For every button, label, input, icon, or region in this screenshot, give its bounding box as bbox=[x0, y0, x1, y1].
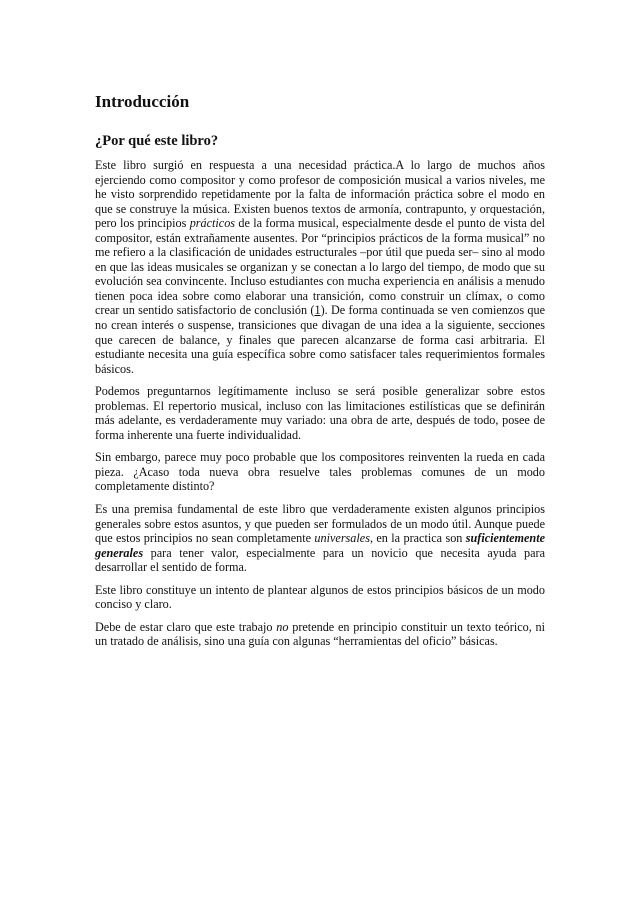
emphasis-universales: universales bbox=[314, 531, 370, 546]
paragraph-4-text-c: para tener valor, especialmente para un novicio que necesita ayuda para desarrollar el sentido de forma. bbox=[95, 545, 545, 575]
paragraph-4-text-b: , en la practica son bbox=[369, 531, 466, 546]
paragraph-1-text-b: de la forma musical, especialmente desde el punto de vista del compositor, están extrañamente ausentes. Por “principios prácticos de la forma musical” no me refiero a la clasificación de unidades estructurales –por útil que pueda ser– sino al modo en que las ideas musicales se organizan y se conectan a lo largo del tiempo, de modo que su evolución sea convincente. Incluso estudiantes con mucha experiencia en análisis a menudo tienen poca idea sobre como elaborar una transición, como construir un clímax, o como crear un sentido satisfactorio de conclusión ( bbox=[95, 216, 545, 318]
paragraph-6 bbox=[95, 620, 545, 649]
section-heading: ¿Por qué este libro? bbox=[95, 133, 219, 149]
paragraph-3: Sin embargo, parece muy poco probable que los compositores reinventen la rueda en cada pieza. ¿Acaso toda nueva obra resuelve tales problemas comunes de un modo completamente distinto? bbox=[95, 450, 545, 494]
emphasis-no: no bbox=[276, 619, 289, 634]
paragraph-6-text-a: Debe de estar claro que este trabajo bbox=[95, 619, 277, 634]
paragraph-1 bbox=[95, 158, 545, 376]
footnote-link[interactable]: 1 bbox=[314, 303, 321, 318]
paragraph-4 bbox=[95, 502, 545, 575]
paragraph-2: Podemos preguntarnos legítimamente incluso se será posible generalizar sobre estos problemas. El repertorio musical, incluso con las limitaciones estilísticas que se definirán más adelante, es verdaderamente muy variado: una obra de arte, después de todo, posee de forma inherente una fuerte individualidad. bbox=[95, 384, 545, 442]
document-page bbox=[95, 92, 545, 657]
paragraph-5: Este libro constituye un intento de plantear algunos de estos principios básicos de un modo conciso y claro. bbox=[95, 582, 545, 612]
page-title: Introducción bbox=[95, 92, 190, 111]
paragraph-1-text-c: ). De forma continuada se ven comienzos que no crean interés o suspense, transiciones que divagan de una idea a la siguiente, secciones que carecen de balance, y finales que parecen alcanzarse de forma casi arbitraria. El estudiante necesita una guía específica sobre como satisfacer tales requerimientos formales básicos. bbox=[95, 303, 545, 376]
paragraph-4-text-a: Es una premisa fundamental de este libro que verdaderamente existen algunos principios generales sobre estos asuntos, y que pueden ser formulados de un modo útil. Aunque puede que estos principios no sean completamente bbox=[95, 502, 545, 546]
emphasis-suficientemente-generales: suficientemente generales bbox=[95, 531, 545, 560]
emphasis-practicos: prácticos bbox=[189, 216, 236, 231]
paragraph-1-text-a: Este libro surgió en respuesta a una necesidad práctica.A lo largo de muchos años ejerciendo como compositor y como profesor de composición musical a varios niveles, me he visto sorprendido repetidamente por la falta de información práctica sobre el modo en que se construye la música. Existen buenos textos de armonía, contrapunto, y orquestación, pero los principios bbox=[95, 158, 545, 231]
paragraph-6-text-b: pretende en principio constituir un texto teórico, ni un tratado de análisis, sino una guía con algunas “herramientas del oficio” básicas. bbox=[95, 619, 545, 649]
